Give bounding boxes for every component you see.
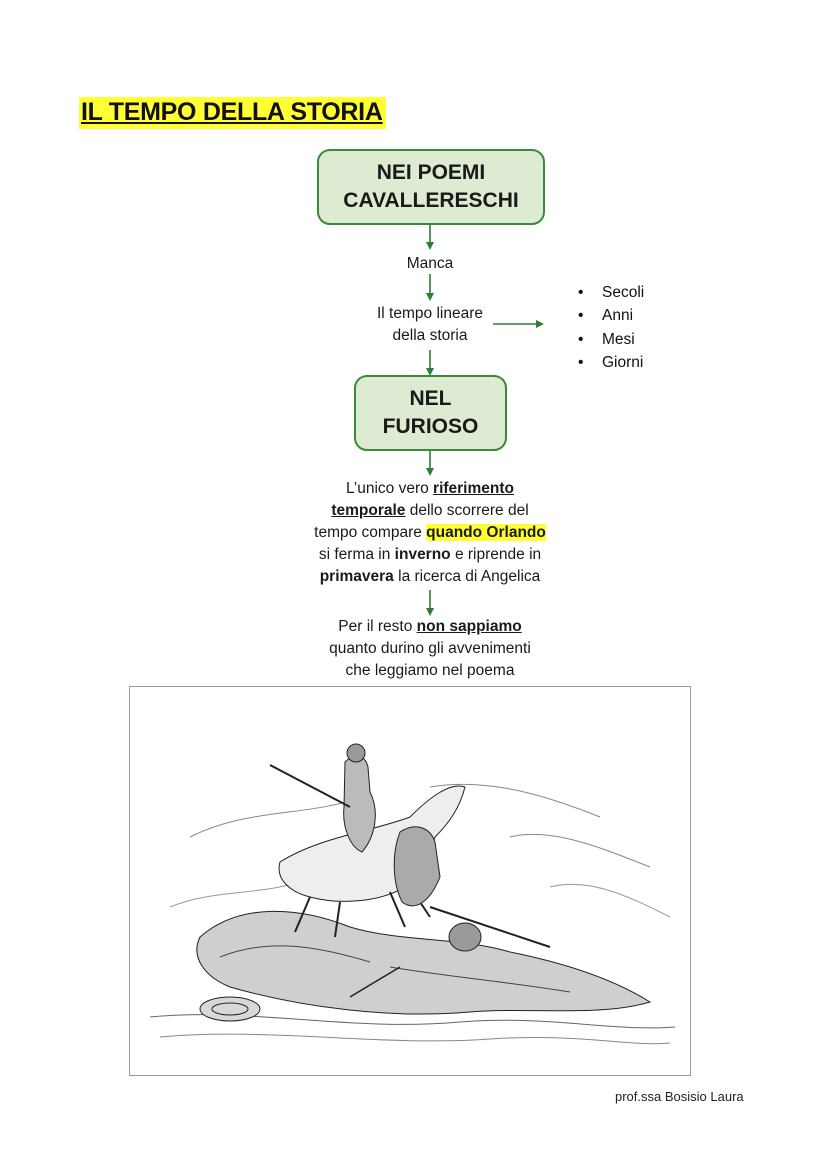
p1-text: dello scorrere del <box>405 502 529 519</box>
battle-engraving <box>129 686 691 1076</box>
p1-inverno: inverno <box>394 546 451 563</box>
step-tempo-lineare <box>350 303 510 347</box>
box1-line1: NEI POEMI <box>376 161 486 184</box>
step-manca: Manca <box>406 255 454 272</box>
list-item: • Anni <box>578 304 644 327</box>
p2-non-sappiamo: non sappiamo <box>416 618 522 635</box>
p1-text: e riprende in <box>450 546 542 563</box>
p2-line3: che leggiamo nel poema <box>345 662 515 679</box>
p1-text: si ferma in <box>318 546 395 563</box>
p1-quando-orlando: quando Orlando <box>426 524 546 541</box>
p1-riferimento: riferimento <box>433 480 514 497</box>
box-nel-furioso <box>354 375 507 451</box>
footer-author: prof.ssa Bosisio Laura <box>615 1089 744 1104</box>
tempo-line1: Il tempo lineare <box>377 305 483 322</box>
paragraph-non-sappiamo <box>270 616 590 682</box>
list-item: • Mesi <box>578 328 644 351</box>
p2-line2: quanto durino gli avvenimenti <box>329 640 531 657</box>
tempo-line2: della storia <box>392 327 468 344</box>
p1-text: L’unico vero <box>346 480 434 497</box>
p2-text: Per il resto <box>338 618 417 635</box>
p1-temporale: temporale <box>331 502 406 519</box>
p1-primavera: primavera <box>319 568 394 585</box>
box2-line2: FURIOSO <box>382 415 479 438</box>
list-item: • Giorni <box>578 351 644 374</box>
time-units-list <box>578 281 644 374</box>
engraving-illustration <box>130 687 690 1075</box>
p1-text: la ricerca di Angelica <box>393 568 541 585</box>
list-item: • Secoli <box>578 281 644 304</box>
page-title: IL TEMPO DELLA STORIA <box>79 97 386 129</box>
p1-text: tempo compare <box>314 524 427 541</box>
box2-line1: NEL <box>409 387 452 410</box>
box1-line2: CAVALLERESCHI <box>343 189 519 212</box>
paragraph-riferimento <box>270 478 590 588</box>
